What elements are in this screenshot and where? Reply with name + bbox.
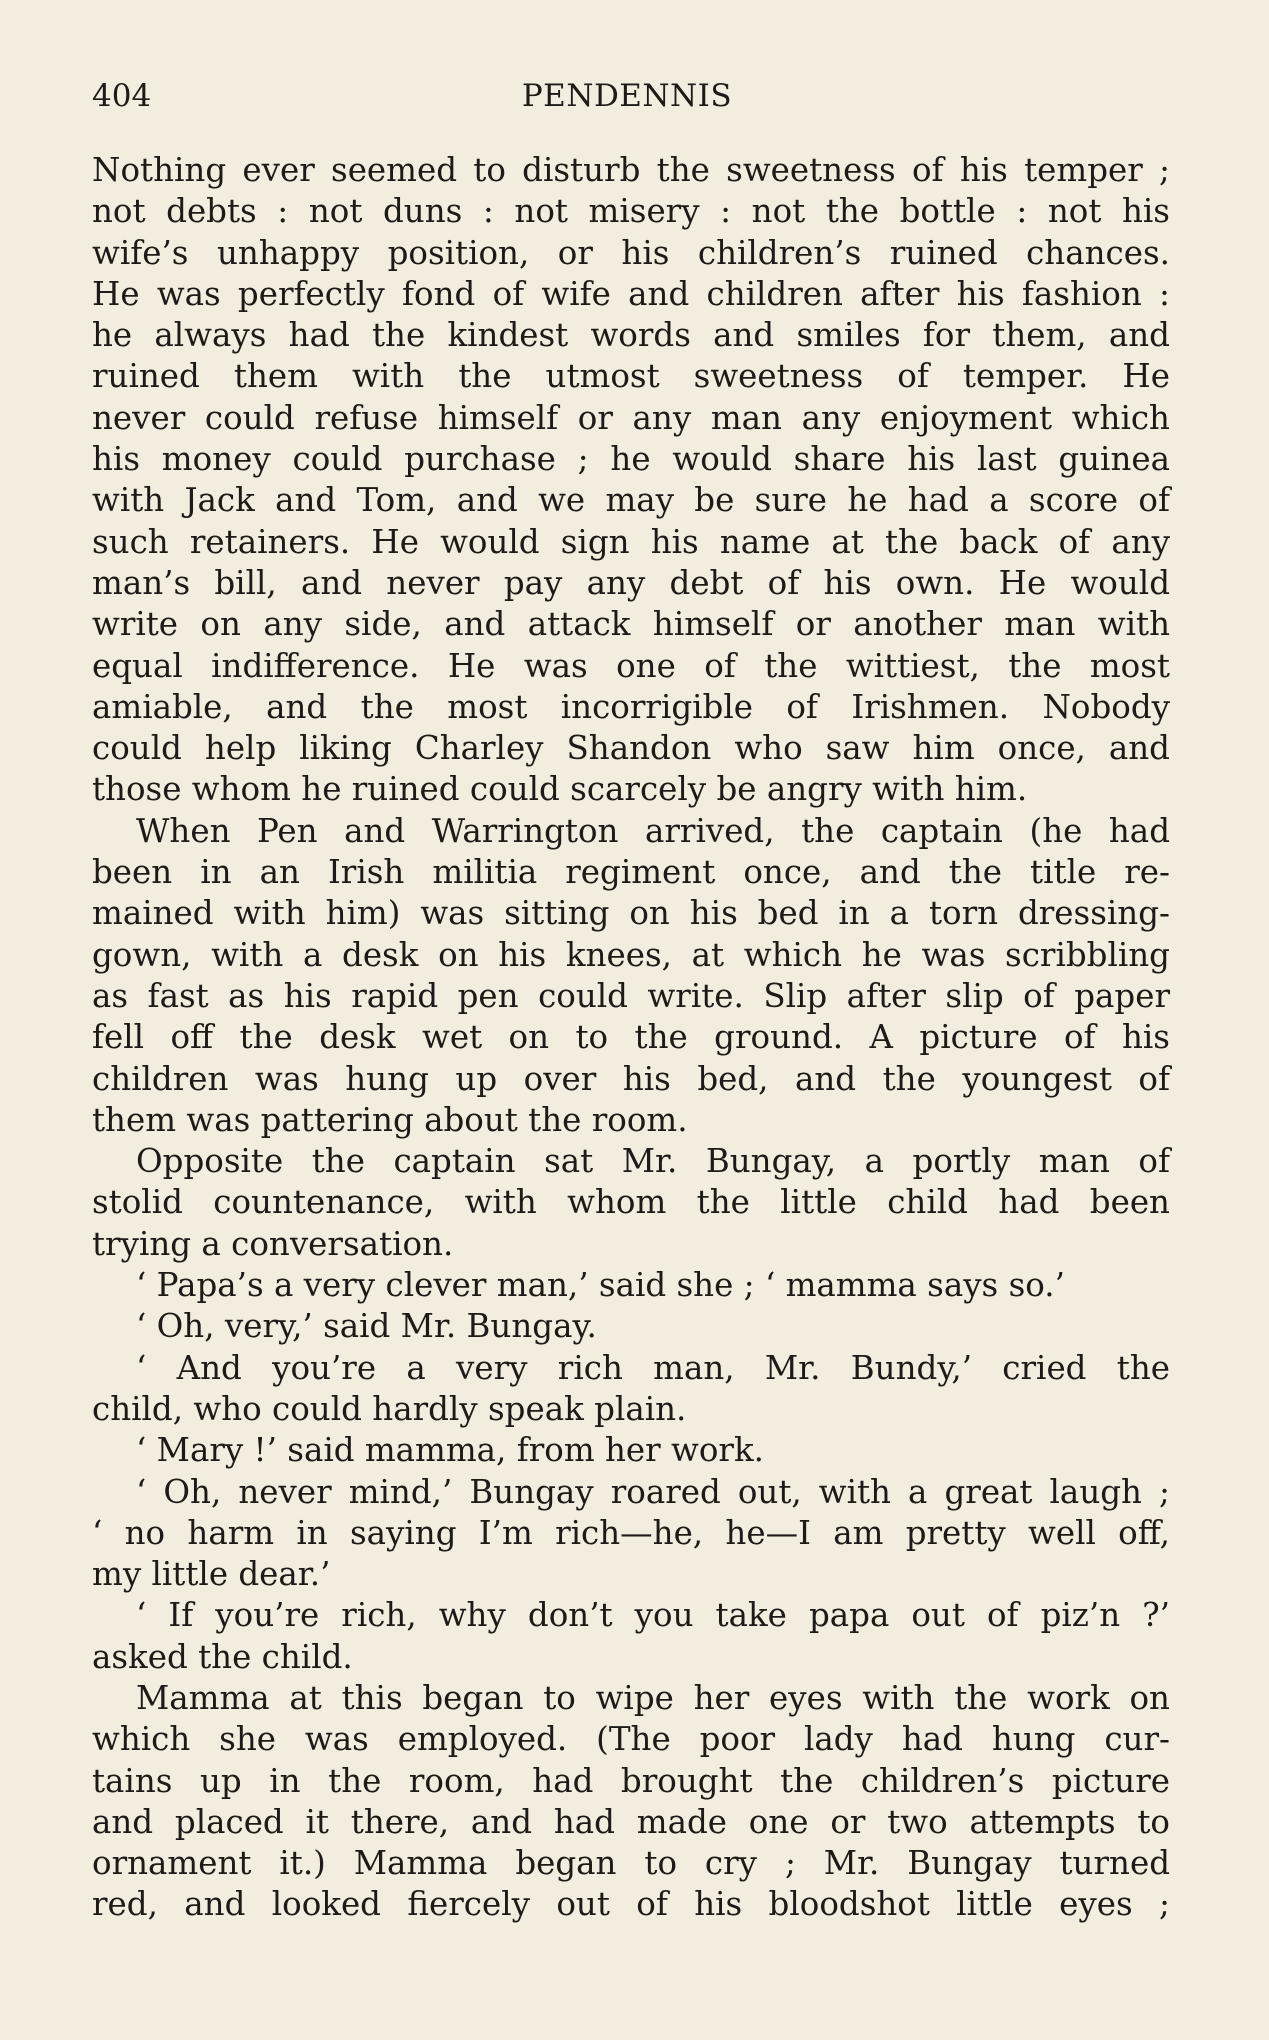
text-line: man’s bill, and never pay any debt of his own. He would [92, 563, 1170, 602]
text-line: ornament it.) Mamma began to cry ; Mr. Bungay turned [92, 1844, 1170, 1883]
text-line: never could refuse himself or any man any enjoyment which [92, 398, 1170, 437]
text-line: ‘ If you’re rich, why don’t you take papa out of piz’n ?’ [136, 1596, 1170, 1635]
page-header [92, 72, 1170, 120]
text-line: ‘ Oh, never mind,’ Bungay roared out, with a great laugh ; [136, 1472, 1170, 1511]
text-line: those whom he ruined could scarcely be angry with him. [92, 770, 1028, 809]
text-line: ‘ Mary !’ said mamma, from her work. [136, 1431, 764, 1470]
text-line: he always had the kindest words and smiles for them, and [92, 316, 1170, 355]
text-line: ‘ Papa’s a very clever man,’ said she ; ‘ mamma says so.’ [136, 1266, 1065, 1305]
text-line: wife’s unhappy position, or his children’s ruined chances. [92, 233, 1170, 272]
text-line: When Pen and Warrington arrived, the captain (he had [136, 811, 1170, 850]
text-line: ‘ And you’re a very rich man, Mr. Bundy,’ cried the [136, 1348, 1170, 1387]
running-title: PENDENNIS [521, 78, 733, 114]
text-line: amiable, and the most incorrigible of Irishmen. Nobody [92, 687, 1170, 726]
text-line: stolid countenance, with whom the little child had been [92, 1183, 1170, 1222]
page-number: 404 [92, 78, 152, 114]
text-line: Nothing ever seemed to disturb the sweetness of his temper ; [92, 151, 1170, 189]
text-line: ruined them with the utmost sweetness of temper. He [92, 357, 1170, 396]
text-line: red, and looked fiercely out of his bloodshot little eyes ; [92, 1885, 1170, 1924]
text-line: ‘ Oh, very,’ said Mr. Bungay. [136, 1307, 597, 1346]
text-line: trying a conversation. [92, 1224, 454, 1263]
text-line: mained with him) was sitting on his bed in a torn dressing- [92, 894, 1170, 933]
text-line: write on any side, and attack himself or another man with [92, 605, 1170, 644]
text-line: his money could purchase ; he would share his last guinea [92, 440, 1170, 479]
text-line: ‘ no harm in saying I’m rich—he, he—I am pretty well off, [92, 1513, 1170, 1552]
text-line: asked the child. [92, 1637, 353, 1676]
text-line: children was hung up over his bed, and the youngest of [92, 1059, 1170, 1098]
text-line: my little dear.’ [92, 1555, 331, 1594]
text-line: gown, with a desk on his knees, at which he was scribbling [92, 935, 1170, 974]
text-line: with Jack and Tom, and we may be sure he had a score of [92, 481, 1170, 520]
text-line: tains up in the room, had brought the children’s picture [92, 1761, 1170, 1800]
text-line: equal indifference. He was one of the wittiest, the most [92, 646, 1170, 685]
text-line: fell off the desk wet on to the ground. A picture of his [92, 1018, 1170, 1057]
text-line: them was pattering about the room. [92, 1100, 688, 1139]
body-text [92, 150, 1170, 1926]
text-line: as fast as his rapid pen could write. Slip after slip of paper [92, 976, 1170, 1015]
text-line: He was perfectly fond of wife and children after his fashion : [92, 274, 1170, 313]
text-line: could help liking Charley Shandon who saw him once, and [92, 729, 1170, 768]
text-line: not debts : not duns : not misery : not the bottle : not his [92, 192, 1170, 231]
text-line: and placed it there, and had made one or two attempts to [92, 1802, 1170, 1841]
text-line: such retainers. He would sign his name at the back of any [92, 522, 1170, 561]
text-line: been in an Irish militia regiment once, and the title re- [92, 853, 1170, 892]
text-line: Opposite the captain sat Mr. Bungay, a portly man of [136, 1142, 1170, 1181]
text-line: Mamma at this began to wipe her eyes with the work on [136, 1678, 1170, 1717]
text-line: child, who could hardly speak plain. [92, 1389, 687, 1428]
text-line: which she was employed. (The poor lady had hung cur- [92, 1720, 1170, 1759]
